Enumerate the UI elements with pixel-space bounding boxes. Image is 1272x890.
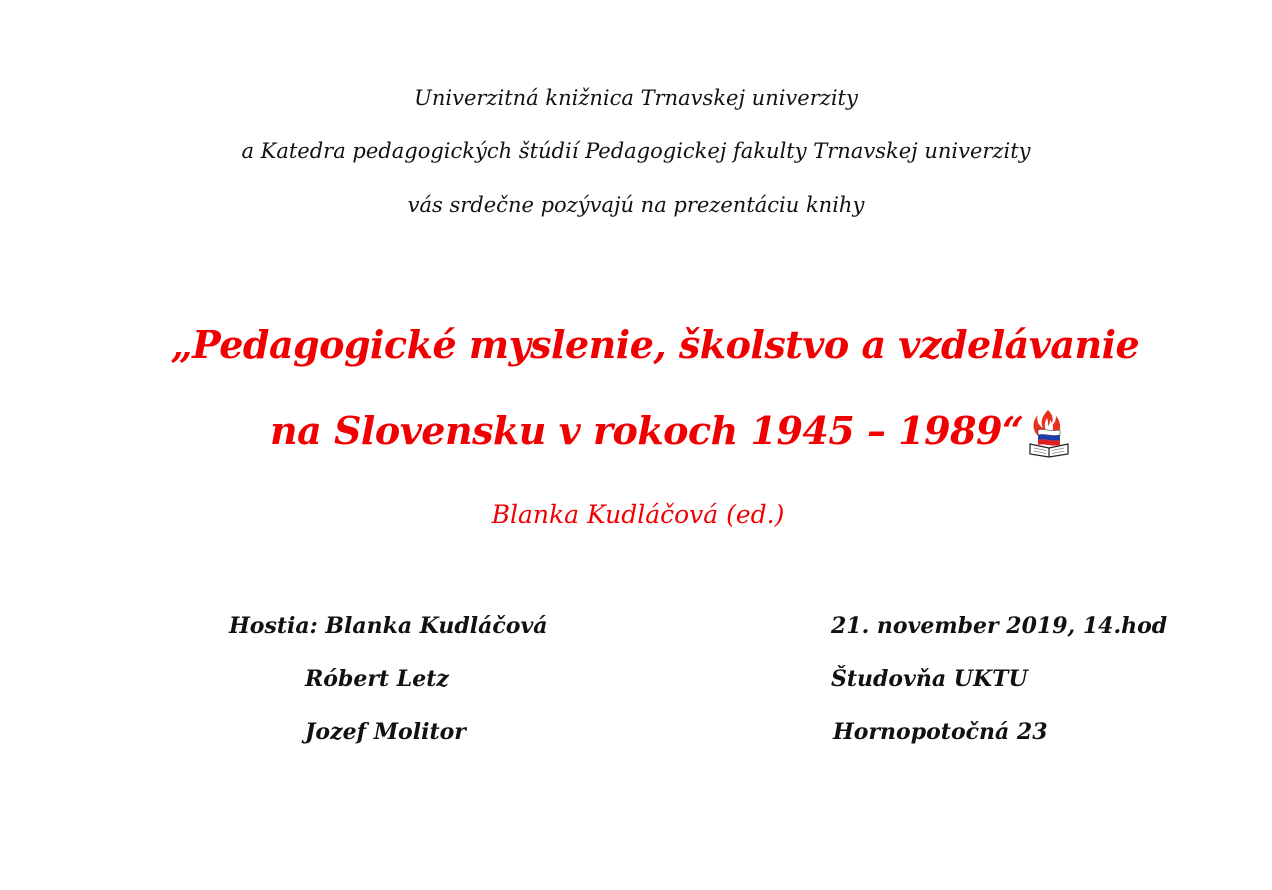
book-title-line-2: na Slovensku v rokoch 1945 – 1989“	[270, 408, 1024, 453]
invitation-line-department: a Katedra pedagogických štúdií Pedagogickej fakulty Trnavskej univerzity	[241, 139, 1031, 163]
event-address: Hornopotočná 23	[833, 719, 1048, 745]
book-editor: Blanka Kudláčová (ed.)	[491, 500, 785, 529]
guest-name: Róbert Letz	[305, 666, 449, 692]
event-date-time: 21. november 2019, 14.hod	[831, 613, 1168, 639]
book-title-line-1: „Pedagogické myslenie, školstvo a vzdelávanie	[170, 322, 1140, 367]
invitation-line-library: Univerzitná knižnica Trnavskej univerzity	[414, 86, 858, 110]
invitation-line-invite: vás srdečne pozývajú na prezentáciu knihy	[407, 193, 865, 217]
guest-name: Jozef Molitor	[305, 719, 466, 745]
book-flame-logo-icon	[1026, 408, 1072, 458]
event-place: Študovňa UKTU	[831, 666, 1028, 692]
guests-label: Hostia: Blanka Kudláčová	[229, 613, 548, 639]
